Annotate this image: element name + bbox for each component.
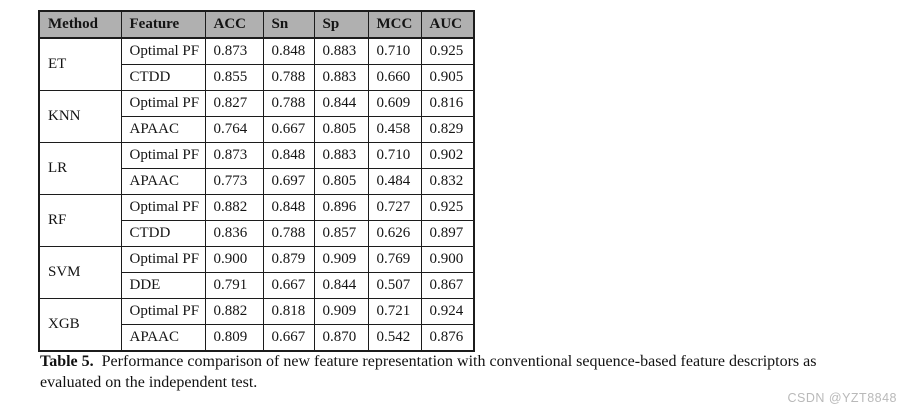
col-header-sn: Sn — [263, 11, 314, 38]
metric-value-cell: 0.882 — [205, 195, 263, 221]
feature-cell: Optimal PF — [121, 247, 205, 273]
feature-cell: Optimal PF — [121, 195, 205, 221]
feature-cell: APAAC — [121, 169, 205, 195]
feature-cell: DDE — [121, 273, 205, 299]
metric-value-cell: 0.879 — [263, 247, 314, 273]
metric-value-cell: 0.909 — [314, 247, 368, 273]
col-header-feature: Feature — [121, 11, 205, 38]
feature-cell: CTDD — [121, 65, 205, 91]
metric-value-cell: 0.925 — [421, 38, 474, 65]
feature-cell: Optimal PF — [121, 299, 205, 325]
metric-value-cell: 0.818 — [263, 299, 314, 325]
feature-cell: Optimal PF — [121, 91, 205, 117]
metric-value-cell: 0.507 — [368, 273, 421, 299]
metric-value-cell: 0.873 — [205, 38, 263, 65]
metric-value-cell: 0.805 — [314, 169, 368, 195]
metric-value-cell: 0.924 — [421, 299, 474, 325]
metric-value-cell: 0.844 — [314, 273, 368, 299]
metric-value-cell: 0.805 — [314, 117, 368, 143]
method-cell: LR — [39, 143, 121, 195]
method-cell: RF — [39, 195, 121, 247]
metric-value-cell: 0.900 — [205, 247, 263, 273]
metric-value-cell: 0.667 — [263, 117, 314, 143]
metric-value-cell: 0.667 — [263, 273, 314, 299]
method-cell: KNN — [39, 91, 121, 143]
metric-value-cell: 0.925 — [421, 195, 474, 221]
metric-value-cell: 0.897 — [421, 221, 474, 247]
metric-value-cell: 0.788 — [263, 91, 314, 117]
table-row — [39, 195, 474, 221]
table-row — [39, 91, 474, 117]
table-header-row — [39, 11, 474, 38]
metric-value-cell: 0.660 — [368, 65, 421, 91]
metric-value-cell: 0.827 — [205, 91, 263, 117]
metric-value-cell: 0.870 — [314, 325, 368, 352]
metric-value-cell: 0.609 — [368, 91, 421, 117]
metric-value-cell: 0.905 — [421, 65, 474, 91]
metric-value-cell: 0.791 — [205, 273, 263, 299]
metric-value-cell: 0.816 — [421, 91, 474, 117]
table-row — [39, 247, 474, 273]
col-header-auc: AUC — [421, 11, 474, 38]
method-cell: XGB — [39, 299, 121, 352]
feature-cell: Optimal PF — [121, 143, 205, 169]
metric-value-cell: 0.855 — [205, 65, 263, 91]
metric-value-cell: 0.848 — [263, 38, 314, 65]
metric-value-cell: 0.721 — [368, 299, 421, 325]
metric-value-cell: 0.848 — [263, 195, 314, 221]
metric-value-cell: 0.883 — [314, 143, 368, 169]
table-caption-label: Table 5. — [40, 353, 94, 370]
metric-value-cell: 0.769 — [368, 247, 421, 273]
metric-value-cell: 0.832 — [421, 169, 474, 195]
metric-value-cell: 0.876 — [421, 325, 474, 352]
metric-value-cell: 0.896 — [314, 195, 368, 221]
metric-value-cell: 0.727 — [368, 195, 421, 221]
metric-value-cell: 0.764 — [205, 117, 263, 143]
table-row — [39, 299, 474, 325]
metric-value-cell: 0.902 — [421, 143, 474, 169]
metric-value-cell: 0.710 — [368, 38, 421, 65]
metric-value-cell: 0.867 — [421, 273, 474, 299]
table-caption — [40, 351, 874, 393]
metric-value-cell: 0.710 — [368, 143, 421, 169]
metric-value-cell: 0.697 — [263, 169, 314, 195]
metric-value-cell: 0.857 — [314, 221, 368, 247]
metric-value-cell: 0.788 — [263, 65, 314, 91]
col-header-acc: ACC — [205, 11, 263, 38]
metric-value-cell: 0.883 — [314, 38, 368, 65]
metric-value-cell: 0.848 — [263, 143, 314, 169]
feature-cell: Optimal PF — [121, 38, 205, 65]
metric-value-cell: 0.844 — [314, 91, 368, 117]
metric-value-cell: 0.542 — [368, 325, 421, 352]
metric-value-cell: 0.626 — [368, 221, 421, 247]
metric-value-cell: 0.882 — [205, 299, 263, 325]
col-header-sp: Sp — [314, 11, 368, 38]
method-cell: SVM — [39, 247, 121, 299]
feature-cell: APAAC — [121, 325, 205, 352]
col-header-mcc: MCC — [368, 11, 421, 38]
metric-value-cell: 0.836 — [205, 221, 263, 247]
metric-value-cell: 0.873 — [205, 143, 263, 169]
feature-cell: CTDD — [121, 221, 205, 247]
table-caption-text: Performance comparison of new feature representation with conventional sequence-based feature descriptors as evaluated on the independent test. — [40, 353, 817, 391]
metric-value-cell: 0.788 — [263, 221, 314, 247]
method-cell: ET — [39, 38, 121, 91]
performance-table — [38, 10, 475, 352]
metric-value-cell: 0.829 — [421, 117, 474, 143]
table-body — [39, 38, 474, 351]
table-row — [39, 38, 474, 65]
metric-value-cell: 0.484 — [368, 169, 421, 195]
metric-value-cell: 0.809 — [205, 325, 263, 352]
metric-value-cell: 0.900 — [421, 247, 474, 273]
table-row — [39, 143, 474, 169]
metric-value-cell: 0.458 — [368, 117, 421, 143]
col-header-method: Method — [39, 11, 121, 38]
metric-value-cell: 0.883 — [314, 65, 368, 91]
metric-value-cell: 0.667 — [263, 325, 314, 352]
metric-value-cell: 0.909 — [314, 299, 368, 325]
watermark-text: CSDN @YZT8848 — [787, 391, 897, 405]
metric-value-cell: 0.773 — [205, 169, 263, 195]
feature-cell: APAAC — [121, 117, 205, 143]
